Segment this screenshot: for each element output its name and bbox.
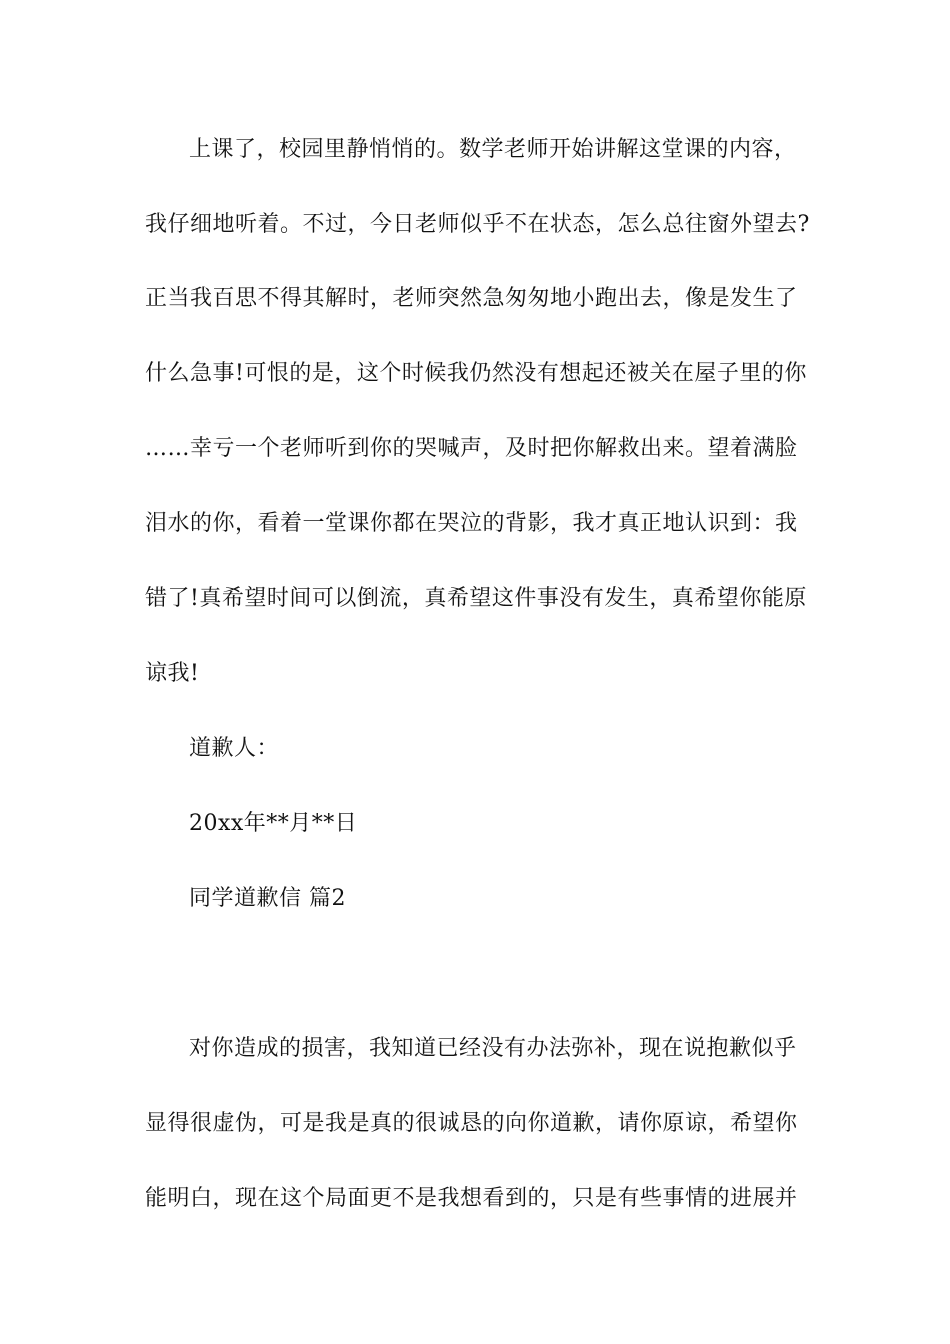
paragraph1-line-1: 上课了，校园里静悄悄的。数学老师开始讲解这堂课的内容， bbox=[189, 137, 797, 162]
paragraph2-line-3: 能明白，现在这个局面更不是我想看到的，只是有些事情的进展并 bbox=[145, 1186, 798, 1211]
paragraph2-line-1: 对你造成的损害，我知道已经没有办法弥补，现在说抱歉似乎 bbox=[189, 1036, 797, 1061]
paragraph1-line-6: 泪水的你，看着一堂课你都在哭泣的背影，我才真正地认识到：我 bbox=[145, 511, 798, 536]
paragraph2-line-2: 显得很虚伪，可是我是真的很诚恳的向你道歉，请你原谅，希望你 bbox=[145, 1111, 798, 1136]
paragraph1-line-5: ……幸亏一个老师听到你的哭喊声，及时把你解救出来。望着满脸 bbox=[145, 436, 798, 461]
paragraph1-line-4: 什么急事!可恨的是，这个时候我仍然没有想起还被关在屋子里的你 bbox=[145, 361, 807, 386]
letter-date: 20xx年**月**日 bbox=[189, 811, 358, 836]
paragraph1-line-7: 错了!真希望时间可以倒流，真希望这件事没有发生，真希望你能原 bbox=[145, 586, 807, 611]
paragraph1-line-8: 谅我! bbox=[145, 661, 200, 686]
apologizer-label: 道歉人： bbox=[189, 736, 280, 761]
paragraph1-line-2: 我仔细地听着。不过，今日老师似乎不在状态，怎么总往窗外望去? bbox=[145, 212, 810, 237]
section-title: 同学道歉信 篇2 bbox=[189, 886, 346, 911]
paragraph1-line-3: 正当我百思不得其解时，老师突然急匆匆地小跑出去，像是发生了 bbox=[145, 286, 798, 311]
